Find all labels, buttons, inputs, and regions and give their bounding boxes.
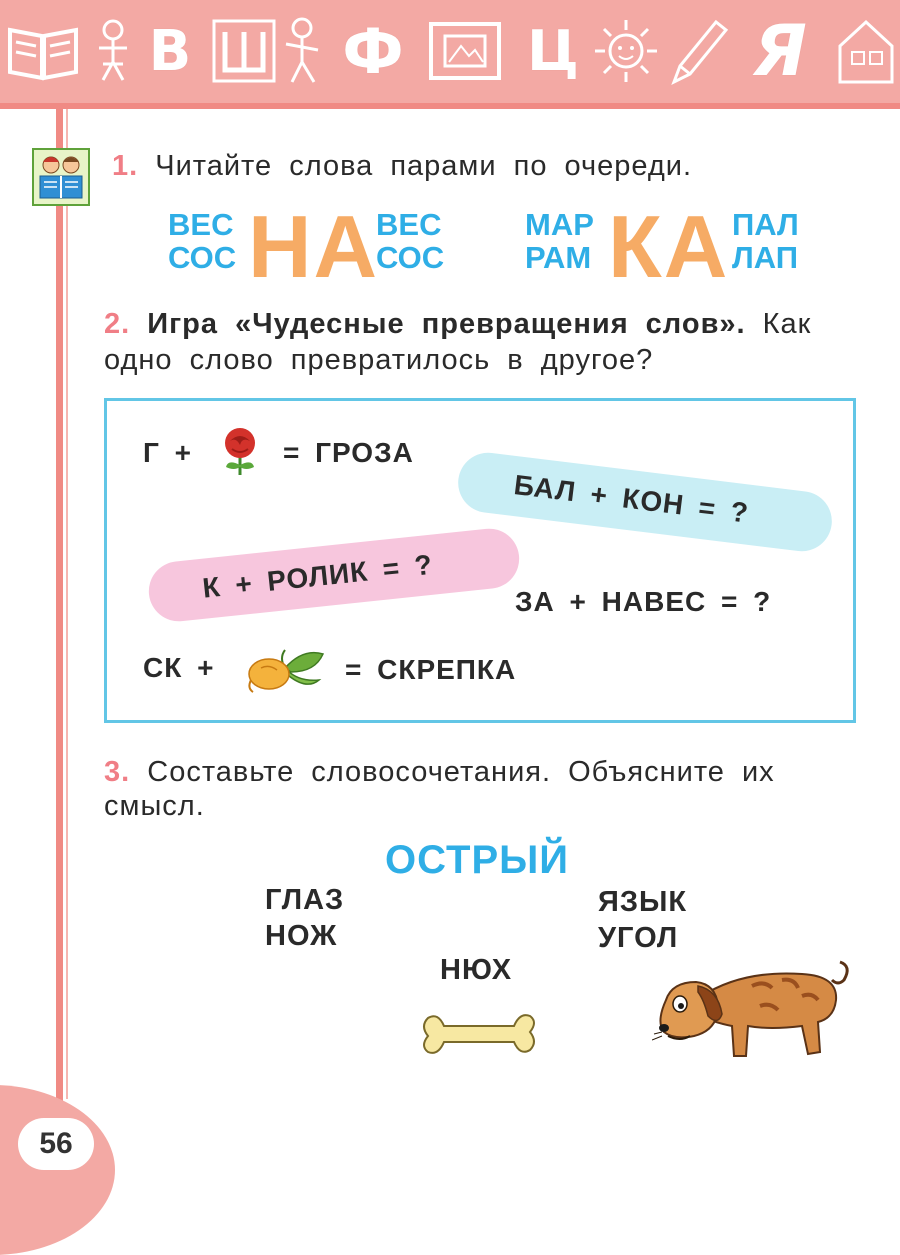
bone-icon [420, 1008, 538, 1065]
task-2-title: Игра «Чудесные превращения слов». [147, 308, 746, 340]
task-3-number: 3. [104, 756, 131, 788]
letter-v-icon: В [148, 18, 192, 84]
margin-line [56, 103, 63, 1103]
pencil-icon [665, 14, 731, 88]
framed-picture-icon [425, 14, 505, 88]
syllable-group-1-left [168, 208, 236, 274]
word-glaz: ГЛАЗ [265, 884, 345, 916]
task-2-number: 2. [104, 308, 131, 340]
page-number: 56 [18, 1118, 94, 1170]
task-3-line-1 [104, 756, 859, 789]
letter-sha-icon [210, 14, 278, 88]
task-3-line-2: смысл. [104, 790, 205, 822]
header-band [0, 0, 900, 103]
equation-skrepka-right: = СКРЕПКА [345, 654, 517, 685]
syllable-group-2-right [732, 208, 799, 274]
word-ugol: УГОЛ [598, 922, 679, 954]
equation-groza-right: = ГРОЗА [283, 437, 414, 468]
letter-ef-icon: Ф [342, 14, 404, 88]
word-nyukh: НЮХ [440, 954, 513, 986]
equation-skrepka-left: СК + [143, 652, 215, 683]
reading-kids-icon [32, 148, 90, 206]
open-book-icon [4, 14, 82, 88]
task-1-instruction [112, 150, 692, 183]
word-ves-left: ВЕС [168, 207, 234, 242]
word-ram: РАМ [525, 240, 592, 275]
equation-groza-left: Г + [143, 437, 193, 468]
letter-ya-icon: Я [753, 10, 807, 92]
letter-tse-icon: Ц [527, 18, 579, 84]
main-word-ostry: ОСТРЫЙ [385, 838, 570, 882]
syllable-group-1-right [376, 208, 444, 274]
equation-krolik: К + РОЛИК = ? [201, 548, 435, 604]
word-list-right [598, 884, 687, 956]
word-pal: ПАЛ [732, 207, 799, 242]
syllable-ka: КА [608, 197, 730, 296]
sun-icon [590, 14, 662, 88]
task-2-text-rest: Как [762, 308, 812, 340]
word-sos-left: СОС [168, 240, 237, 275]
word-sos-right: СОС [376, 240, 445, 275]
header-divider [0, 103, 900, 109]
rose-icon [218, 425, 262, 482]
task-2-line-2: одно слово превратилось в другое? [104, 344, 654, 376]
syllable-group-2-left [525, 208, 594, 274]
equation-zanaves: ЗА + НАВЕС = ? [515, 586, 772, 617]
girl-icon [88, 14, 138, 88]
syllable-na: НА [248, 197, 380, 296]
task-3-text: Составьте словосочетания. Объясните их [147, 756, 775, 788]
task-1-number: 1. [112, 150, 139, 182]
page-number-tab [0, 1085, 115, 1255]
word-lap: ЛАП [732, 240, 799, 275]
word-ves-right: ВЕС [376, 207, 442, 242]
turnip-icon [245, 646, 329, 699]
word-mar: МАР [525, 207, 594, 242]
task-2-line-1 [104, 308, 811, 341]
dog-icon [652, 956, 857, 1073]
word-yazyk: ЯЗЫК [598, 886, 688, 918]
boy-icon [278, 14, 326, 88]
task-1-text: Читайте слова парами по очереди. [155, 150, 693, 182]
margin-line-thin [66, 109, 68, 1099]
equation-balkon: БАЛ + КОН = ? [512, 469, 751, 529]
word-nozh: НОЖ [265, 920, 338, 952]
word-list-left [265, 882, 344, 954]
house-icon [835, 14, 897, 88]
